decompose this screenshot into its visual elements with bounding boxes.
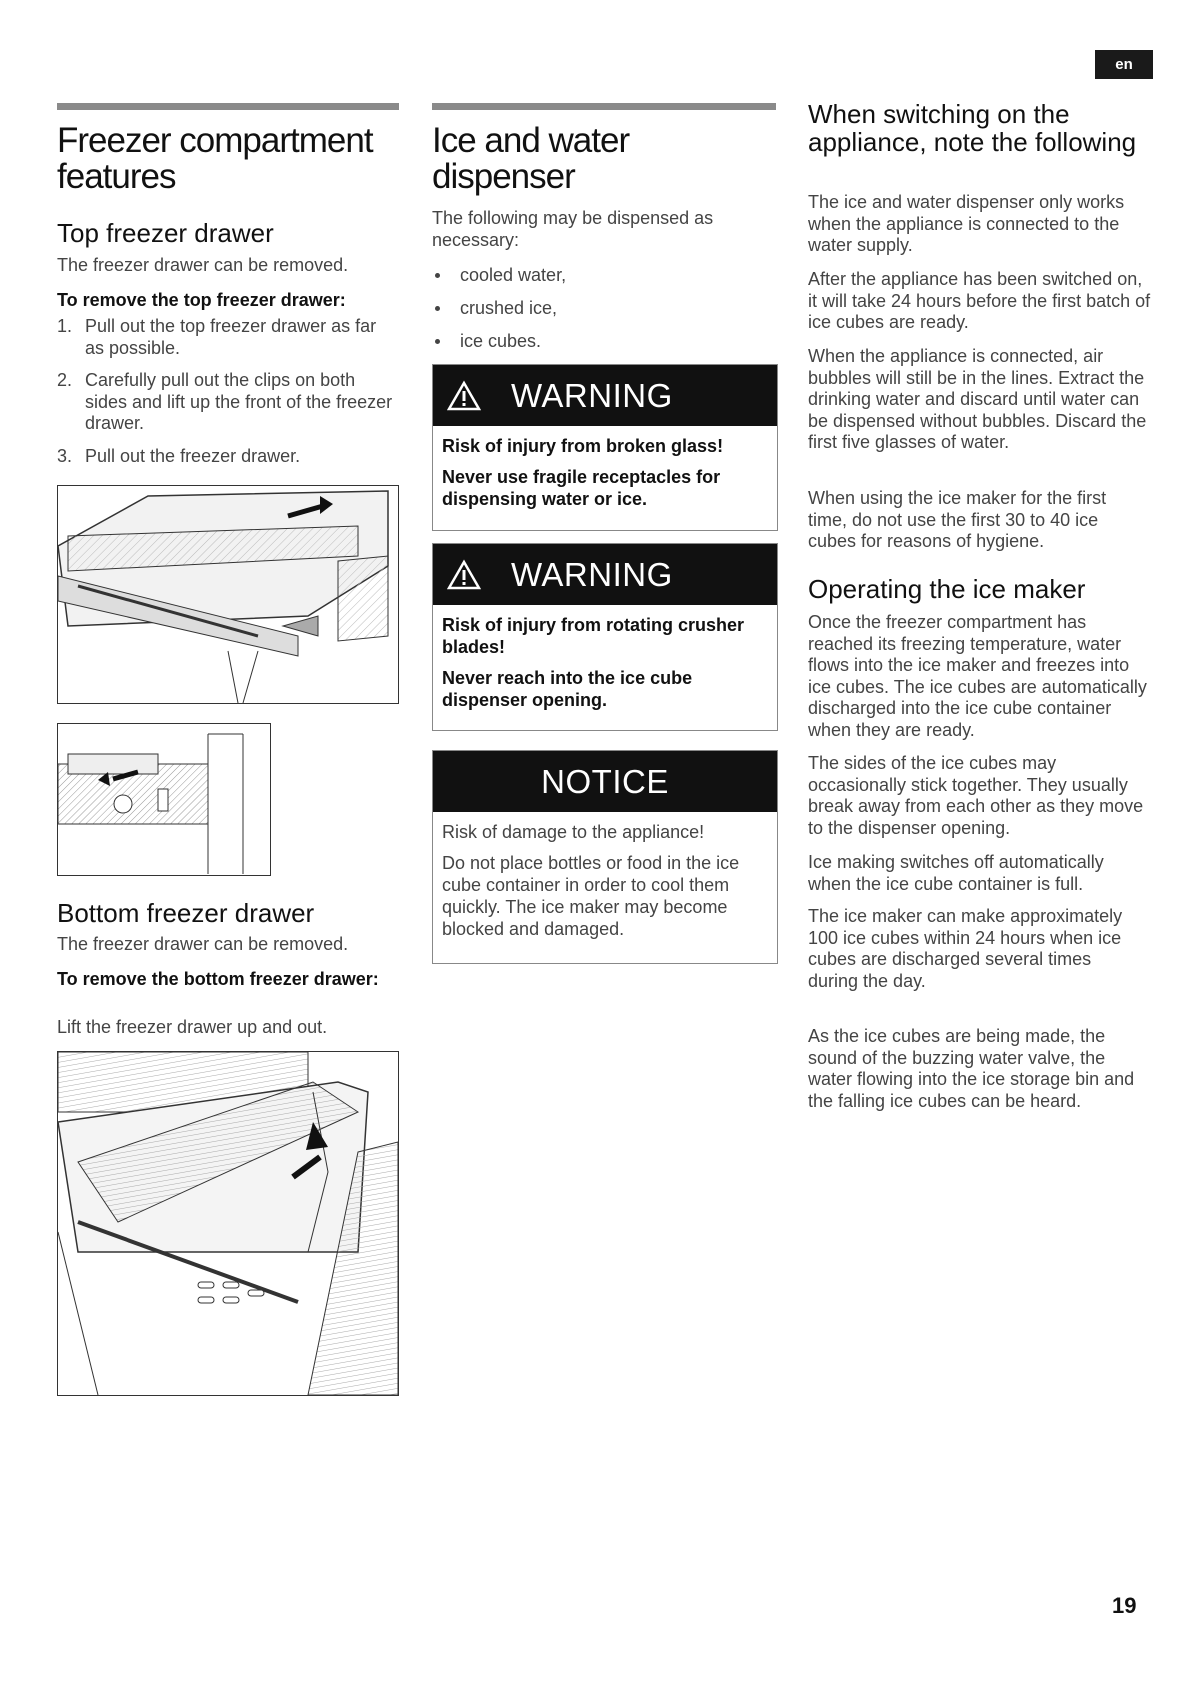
notice-label: NOTICE: [541, 762, 669, 800]
paragraph: As the ice cubes are being made, the sound of the buzzing water valve, the water flowing into the ice storage bin and the falling ice cubes can be heard.: [808, 1026, 1135, 1111]
step-text: Pull out the top freezer drawer as far as possible.: [85, 316, 377, 358]
list-item: crushed ice,: [432, 297, 566, 319]
section-title-line1: Freezer compartment: [57, 121, 373, 160]
warning-triangle-icon: [447, 559, 481, 591]
paragraph: The ice maker can make approximately 100 ice cubes within 24 hours when ice cubes are discharged several times during the day.: [808, 906, 1123, 991]
bottom-drawer-drawing: [58, 1052, 398, 1395]
dispenser-intro: The following may be dispensed as necessary:: [432, 208, 714, 250]
step-number: 3.: [57, 445, 73, 466]
warning-box-glass: [432, 364, 778, 531]
warning-header: [433, 365, 777, 426]
bottom-drawer-subheading: To remove the bottom freezer drawer:: [57, 969, 379, 989]
step-number: 1.: [57, 316, 73, 336]
bottom-drawer-heading: Bottom freezer drawer: [57, 898, 315, 928]
paragraph: The sides of the ice cubes may occasionally stick together. They usually break away from each other as they move to the dispenser opening.: [808, 753, 1144, 838]
warning-box-crusher: [432, 543, 778, 731]
paragraph: The ice and water dispenser only works when the appliance is connected to the water supply.: [808, 192, 1125, 255]
section-title-line1: Ice and water: [432, 121, 630, 160]
notice-header: [433, 751, 777, 812]
notice-box: [432, 750, 778, 964]
page-number: 19: [1112, 1593, 1137, 1618]
list-item: ice cubes.: [432, 330, 566, 352]
clip-detail-illustration: [57, 723, 271, 876]
warning-instruction: Never reach into the ice cube dispenser opening.: [442, 668, 693, 710]
paragraph: When the appliance is connected, air bubbles will still be in the lines. Extract the drinking water and discard until water can be dispensed without bubbles. Discard the first five glasses of water.: [808, 346, 1147, 452]
section-title: [432, 123, 776, 195]
switching-on-heading: When switching on the appliance, note the following: [808, 99, 1137, 157]
notice-risk: Risk of damage to the appliance!: [442, 822, 705, 842]
bottom-drawer-illustration: [57, 1051, 399, 1396]
warning-label: WARNING: [511, 376, 673, 414]
section-title-line2: features: [57, 157, 176, 196]
top-drawer-steps: [57, 316, 399, 467]
top-drawer-subheading: To remove the top freezer drawer:: [57, 290, 346, 310]
paragraph: Ice making switches off automatically when the ice cube container is full.: [808, 852, 1104, 894]
step-number: 2.: [57, 370, 73, 390]
warning-risk: Risk of injury from rotating crusher blades!: [442, 615, 745, 657]
clip-detail-drawing: [58, 724, 270, 875]
step-item: [57, 446, 399, 468]
dispensable-items-list: [432, 264, 566, 363]
top-drawer-illustration: [57, 485, 399, 704]
top-drawer-drawing: [58, 486, 398, 703]
step-text: Carefully pull out the clips on both sides and lift up the front of the freezer drawer.: [85, 370, 393, 433]
paragraph: Once the freezer compartment has reached its freezing temperature, water flows into the ice maker and freezes into ice cubes. The ice cubes are automatically discharged into the ice cube container when they are ready.: [808, 612, 1147, 740]
section-title: [57, 123, 399, 195]
step-text: Pull out the freezer drawer.: [85, 445, 301, 466]
warning-instruction: Never use fragile receptacles for dispensing water or ice.: [442, 467, 721, 509]
list-item: cooled water,: [432, 264, 566, 286]
section-title-line2: dispenser: [432, 157, 575, 196]
section-rule: [57, 103, 399, 110]
warning-risk: Risk of injury from broken glass!: [442, 436, 724, 456]
bottom-drawer-text: The freezer drawer can be removed.: [57, 934, 349, 954]
warning-header: [433, 544, 777, 605]
step-item: [57, 316, 399, 359]
step-item: [57, 370, 399, 435]
warning-label: WARNING: [511, 555, 673, 593]
operating-heading: Operating the ice maker: [808, 574, 1086, 604]
paragraph: When using the ice maker for the first time, do not use the first 30 to 40 ice cubes for reasons of hygiene.: [808, 488, 1107, 551]
language-badge: en: [1095, 50, 1153, 79]
bottom-drawer-step: Lift the freezer drawer up and out.: [57, 1017, 328, 1037]
top-drawer-heading: Top freezer drawer: [57, 218, 274, 248]
paragraph: After the appliance has been switched on, it will take 24 hours before the first batch of ice cubes are ready.: [808, 269, 1151, 332]
section-rule: [432, 103, 776, 110]
warning-triangle-icon: [447, 380, 481, 412]
top-drawer-text: The freezer drawer can be removed.: [57, 255, 349, 275]
notice-instruction: Do not place bottles or food in the ice cube container in order to cool them quickly. The ice maker may become blocked and damaged.: [442, 853, 740, 939]
